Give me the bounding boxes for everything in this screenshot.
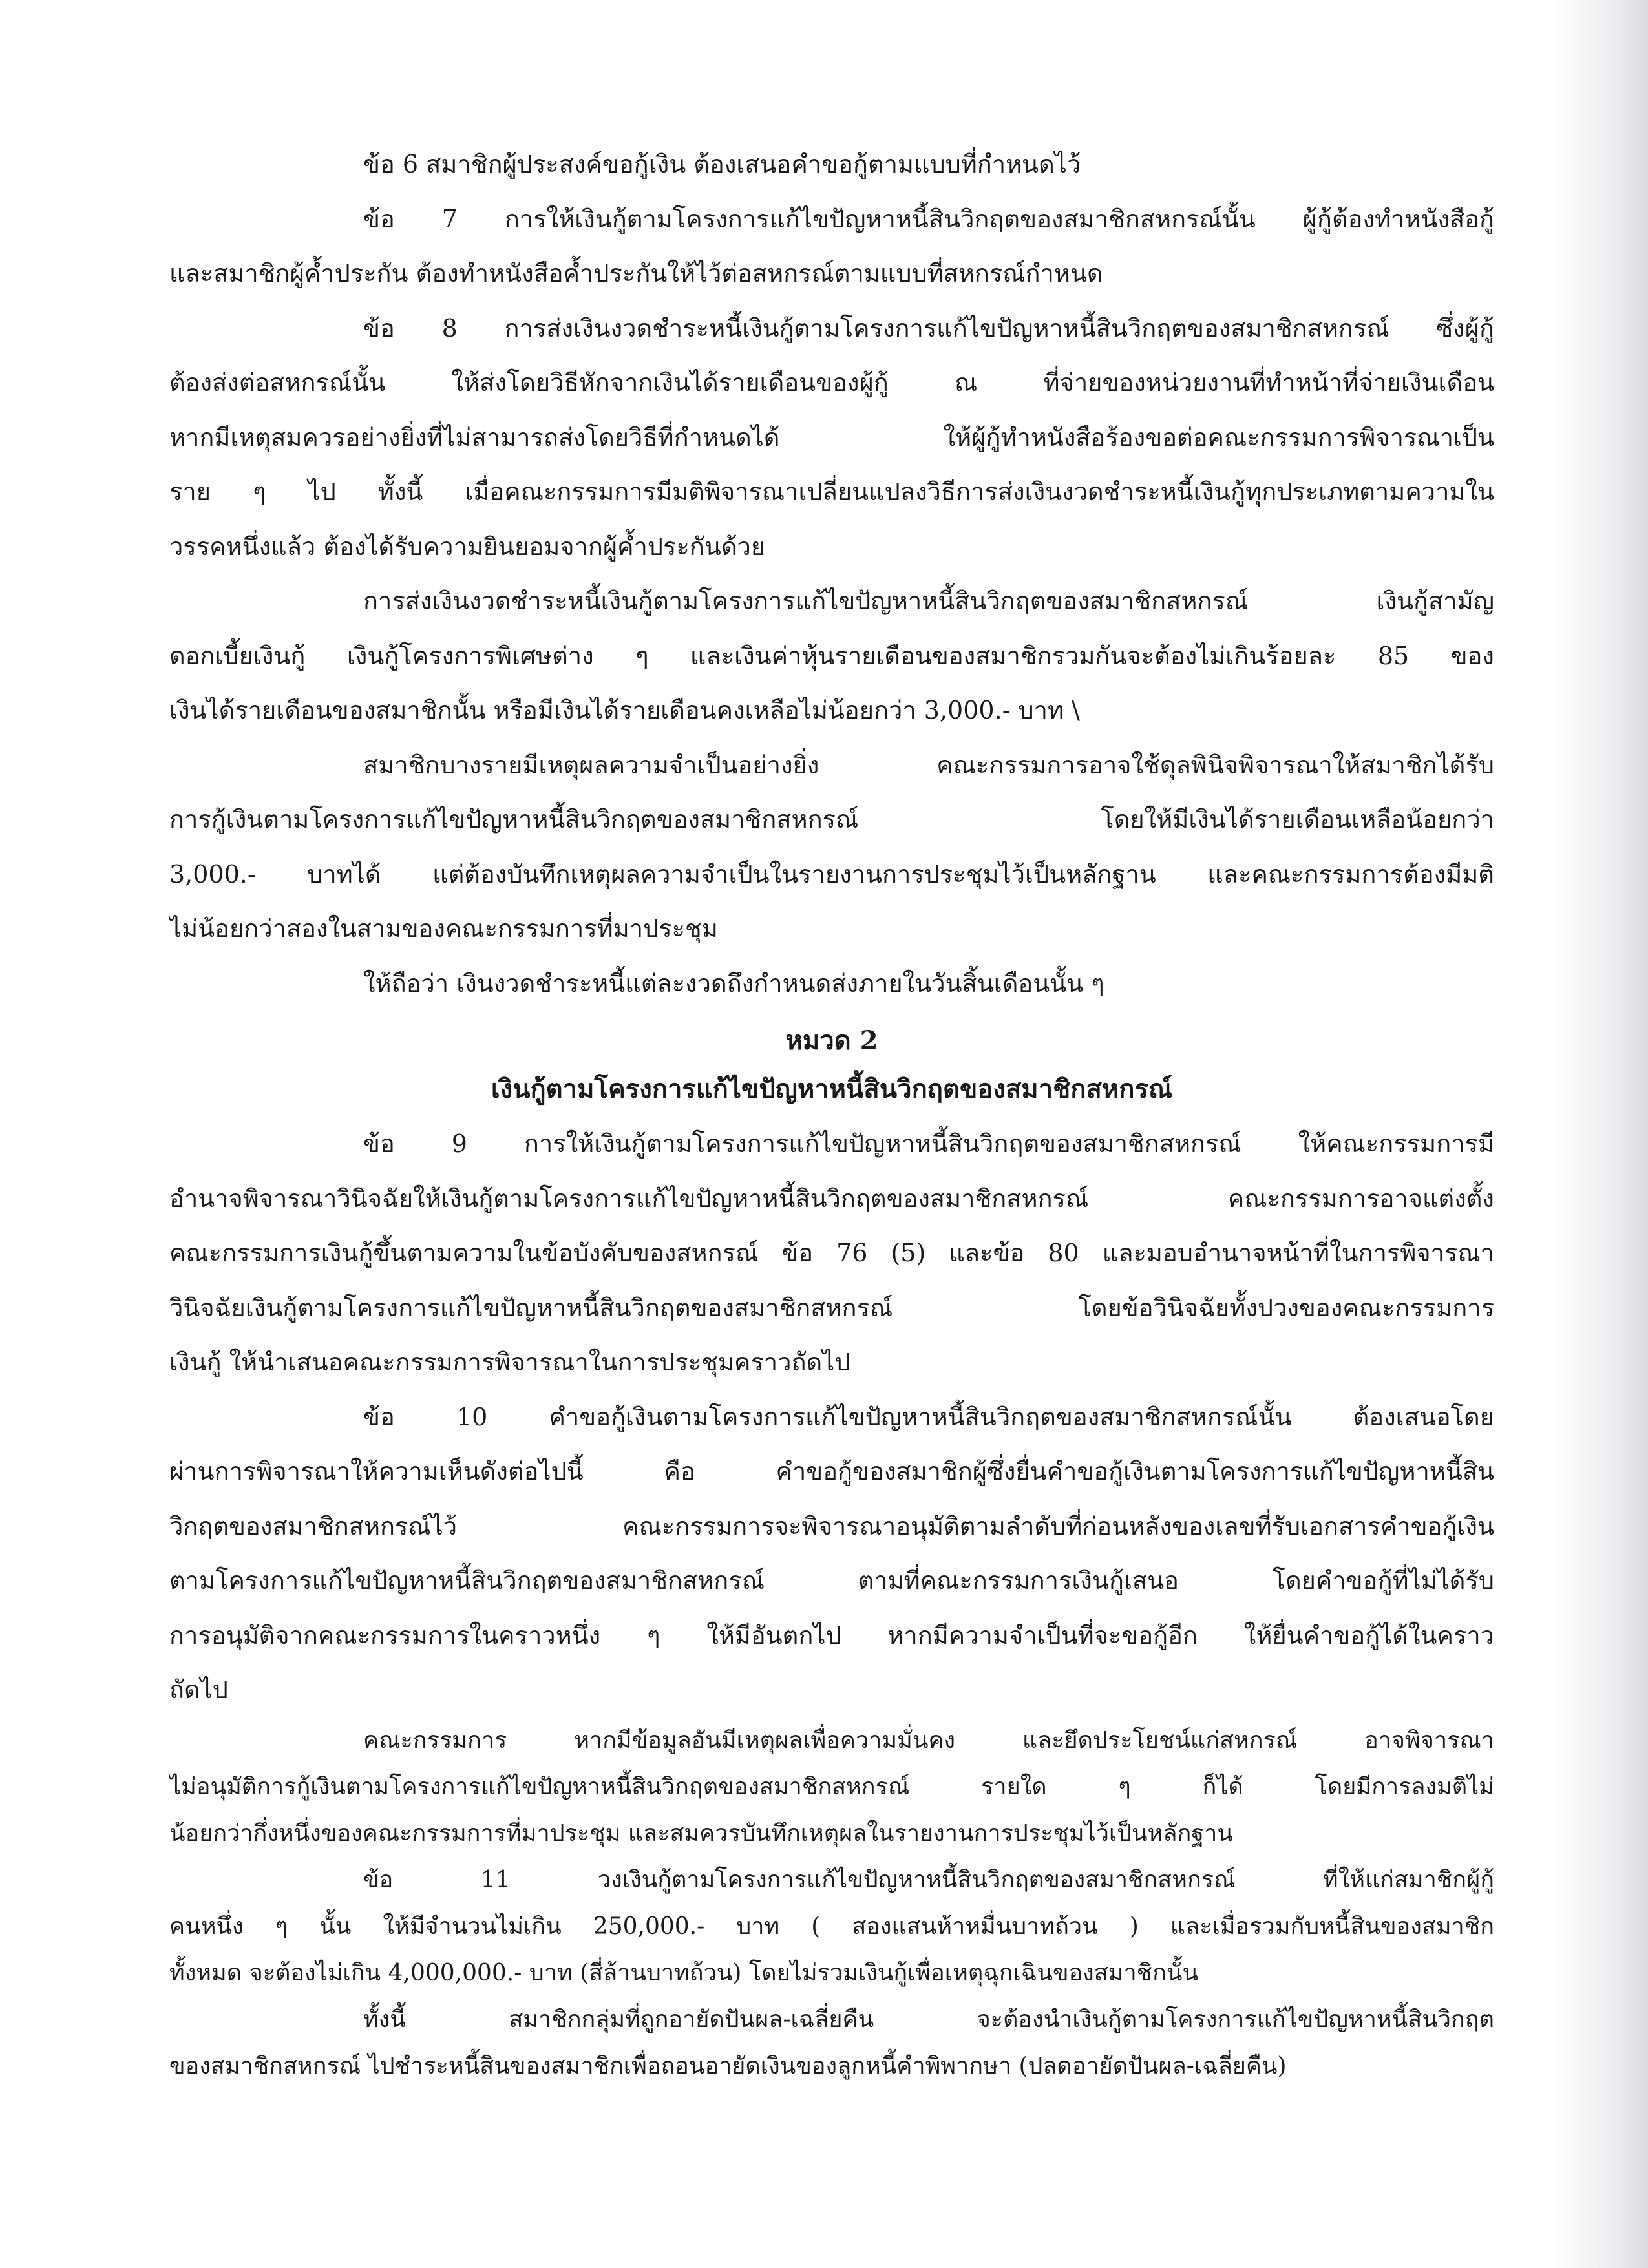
text-line: ข้อ 7 การให้เงินกู้ตามโครงการแก้ไขปัญหาหนี้สินวิกฤตของสมาชิกสหกรณ์นั้น ผู้กู้ต้องทำหนังสือกู้	[363, 204, 1494, 233]
text-line: ราย ๆ ไป ทั้งนี้ เมื่อคณะกรรมการมีมติพิจารณาเปลี่ยนแปลงวิธีการส่งเงินงวดชำระหนี้เงินกู้ทุกประเภทตามความใน	[169, 478, 1494, 506]
text-line: ถัดไป	[169, 1675, 228, 1704]
text-line: คนหนึ่ง ๆ นั้น ให้มีจำนวนไม่เกิน 250,000.- บาท ( สองแสนห้าหมื่นบาทถ้วน ) และเมื่อรวมกับหนี้สินของสมาชิก	[169, 1913, 1494, 1940]
text-line: หากมีเหตุสมควรอย่างยิ่งที่ไม่สามารถส่งโดยวิธีที่กำหนดได้ ให้ผู้กู้ทำหนังสือร้องขอต่อคณะกรรมการพิจารณาเป็น	[169, 423, 1494, 452]
clause-paragraph	[169, 301, 1494, 574]
text-line: ให้ถือว่า เงินงวดชำระหนี้แต่ละงวดถึงกำหนดส่งภายในวันสิ้นเดือนนั้น ๆ	[363, 969, 1104, 998]
text-line: คณะกรรมการเงินกู้ขึ้นตามความในข้อบังคับของสหกรณ์ ข้อ 76 (5) และข้อ 80 และมอบอำนาจหน้าที่ในการพิจารณา	[169, 1239, 1494, 1267]
text-line: ข้อ 10 คำขอกู้เงินตามโครงการแก้ไขปัญหาหนี้สินวิกฤตของสมาชิกสหกรณ์นั้น ต้องเสนอโดย	[363, 1402, 1494, 1431]
text-line: ของสมาชิกสหกรณ์ ไปชำระหนี้สินของสมาชิกเพื่อถอนอายัดเงินของลูกหนี้คำพิพากษา (ปลดอายัดปันผล-เฉลี่ยคืน)	[169, 2052, 1287, 2079]
text-line: 3,000.- บาทได้ แต่ต้องบันทึกเหตุผลความจำเป็นในรายงานการประชุมไว้เป็นหลักฐาน และคณะกรรมการต้องมีมติ	[169, 859, 1494, 888]
clause-paragraph	[169, 1390, 1494, 1717]
text-line: และสมาชิกผู้ค้ำประกัน ต้องทำหนังสือค้ำประกันให้ไว้ต่อสหกรณ์ตามแบบที่สหกรณ์กำหนด	[169, 259, 1103, 288]
regulations-clauses-top	[169, 137, 1494, 1011]
section-number: หมวด 2	[785, 1025, 878, 1056]
text-line: อำนาจพิจารณาวินิจฉัยให้เงินกู้ตามโครงการแก้ไขปัญหาหนี้สินวิกฤตของสมาชิกสหกรณ์ คณะกรรมการอาจแต่งตั้ง	[169, 1184, 1494, 1213]
regulations-clauses-bottom	[169, 1117, 1494, 2090]
text-line: ไม่น้อยกว่าสองในสามของคณะกรรมการที่มาประชุม	[169, 914, 718, 943]
clause-paragraph	[169, 1997, 1494, 2090]
clause-paragraph	[169, 574, 1494, 738]
text-line: เงินกู้ ให้นำเสนอคณะกรรมการพิจารณาในการประชุมคราวถัดไป	[169, 1348, 850, 1376]
clause-paragraph	[169, 1717, 1494, 1857]
text-line: ตามโครงการแก้ไขปัญหาหนี้สินวิกฤตของสมาชิกสหกรณ์ ตามที่คณะกรรมการเงินกู้เสนอ โดยคำขอกู้ที่ไม่ได้รับ	[169, 1566, 1494, 1595]
text-line: การส่งเงินงวดชำระหนี้เงินกู้ตามโครงการแก้ไขปัญหาหนี้สินวิกฤตของสมาชิกสหกรณ์ เงินกู้สามัญ	[363, 587, 1494, 615]
text-line: การกู้เงินตามโครงการแก้ไขปัญหาหนี้สินวิกฤตของสมาชิกสหกรณ์ โดยให้มีเงินได้รายเดือนเหลือน้อยกว่า	[169, 805, 1494, 834]
clause-paragraph	[169, 1857, 1494, 1997]
clause-paragraph	[169, 738, 1494, 956]
text-line: สมาชิกบางรายมีเหตุผลความจำเป็นอย่างยิ่ง คณะกรรมการอาจใช้ดุลพินิจพิจารณาให้สมาชิกได้รับ	[363, 750, 1494, 779]
document-body	[169, 137, 1494, 2090]
text-line: ไม่อนุมัติการกู้เงินตามโครงการแก้ไขปัญหาหนี้สินวิกฤตของสมาชิกสหกรณ์ รายใด ๆ ก็ได้ โดยมีการลงมติไม่	[169, 1773, 1494, 1800]
text-line: วรรคหนึ่งแล้ว ต้องได้รับความยินยอมจากผู้ค้ำประกันด้วย	[169, 532, 766, 561]
text-line: การอนุมัติจากคณะกรรมการในคราวหนึ่ง ๆ ให้มีอันตกไป หากมีความจำเป็นที่จะขอกู้อีก ให้ยื่นคำขอกู้ได้ในคราว	[169, 1621, 1494, 1650]
text-line: ผ่านการพิจารณาให้ความเห็นดังต่อไปนี้ คือ คำขอกู้ของสมาชิกผู้ซึ่งยื่นคำขอกู้เงินตามโครงการแก้ไขปัญหาหนี้สิน	[169, 1457, 1494, 1486]
text-line: ข้อ 9 การให้เงินกู้ตามโครงการแก้ไขปัญหาหนี้สินวิกฤตของสมาชิกสหกรณ์ ให้คณะกรรมการมี	[363, 1129, 1494, 1158]
section-title: เงินกู้ตามโครงการแก้ไขปัญหาหนี้สินวิกฤตของสมาชิกสหกรณ์	[491, 1074, 1173, 1104]
text-line: ดอกเบี้ยเงินกู้ เงินกู้โครงการพิเศษต่าง ๆ และเงินค่าหุ้นรายเดือนของสมาชิกรวมกันจะต้องไม่เกินร้อยละ 85 ของ	[169, 641, 1494, 670]
text-line: คณะกรรมการ หากมีข้อมูลอันมีเหตุผลเพื่อความมั่นคง และยึดประโยชน์แก่สหกรณ์ อาจพิจารณา	[363, 1727, 1494, 1754]
text-line: ข้อ 11 วงเงินกู้ตามโครงการแก้ไขปัญหาหนี้สินวิกฤตของสมาชิกสหกรณ์ ที่ให้แก่สมาชิกผู้กู้	[363, 1866, 1494, 1893]
text-line: เงินได้รายเดือนของสมาชิกนั้น หรือมีเงินได้รายเดือนคงเหลือไม่น้อยกว่า 3,000.- บาท \	[169, 696, 1080, 724]
scan-shadow-edge	[1551, 0, 1648, 2268]
text-line: ต้องส่งต่อสหกรณ์นั้น ให้ส่งโดยวิธีหักจากเงินได้รายเดือนของผู้กู้ ณ ที่จ่ายของหน่วยงานที่ทำหน้าที่จ่ายเงินเดือน	[169, 368, 1494, 397]
text-line: ข้อ 8 การส่งเงินงวดชำระหนี้เงินกู้ตามโครงการแก้ไขปัญหาหนี้สินวิกฤตของสมาชิกสหกรณ์ ซึ่งผู้กู้	[363, 313, 1494, 342]
text-line: ข้อ 6 สมาชิกผู้ประสงค์ขอกู้เงิน ต้องเสนอคำขอกู้ตามแบบที่กำหนดไว้	[363, 150, 1081, 178]
text-line: วิกฤตของสมาชิกสหกรณ์ไว้ คณะกรรมการจะพิจารณาอนุมัติตามลำดับที่ก่อนหลังของเลขที่รับเอกสารคำขอกู้เงิน	[169, 1511, 1494, 1540]
text-line: น้อยกว่ากึ่งหนึ่งของคณะกรรมการที่มาประชุม และสมควรบันทึกเหตุผลในรายงานการประชุมไว้เป็นหลักฐาน	[169, 1820, 1233, 1847]
clause-paragraph	[169, 956, 1494, 1011]
clause-paragraph	[169, 137, 1494, 192]
text-line: ทั้งหมด จะต้องไม่เกิน 4,000,000.- บาท (สี่ล้านบาทถ้วน) โดยไม่รวมเงินกู้เพื่อเหตุฉุกเฉินของสมาชิกนั้น	[169, 1959, 1199, 1986]
text-line: ทั้งนี้ สมาชิกกลุ่มที่ถูกอายัดปันผล-เฉลี่ยคืน จะต้องนำเงินกู้ตามโครงการแก้ไขปัญหาหนี้สินวิกฤต	[363, 2006, 1494, 2033]
clause-paragraph	[169, 1117, 1494, 1390]
clause-paragraph	[169, 192, 1494, 301]
text-line: วินิจฉัยเงินกู้ตามโครงการแก้ไขปัญหาหนี้สินวิกฤตของสมาชิกสหกรณ์ โดยข้อวินิจฉัยทั้งปวงของคณะกรรมการ	[169, 1293, 1494, 1322]
